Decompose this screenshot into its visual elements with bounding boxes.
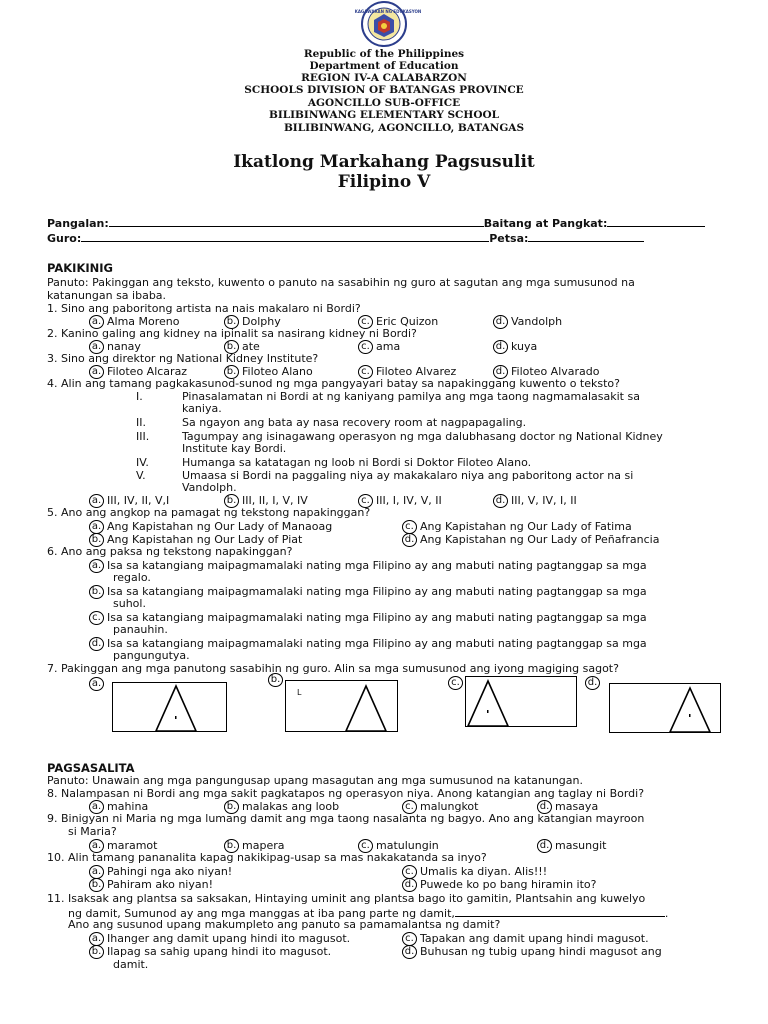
q7-option-b[interactable]: b. [268,673,286,687]
question-10: 10. Alin tamang pananalita kapag nakikipag-usap sa mas nakakatanda sa inyo? [47,851,487,864]
deped-seal-icon [356,0,412,48]
q3-option-d[interactable]: d. Filoteo Alvarado [493,365,599,379]
q4-item-num: III. [136,430,150,443]
q10-option-b[interactable]: b. Pahiram ako niyan! [89,878,213,892]
header-line-2: Department of Education [309,60,459,72]
q4-item-num: V. [136,469,146,482]
q4-option-c[interactable]: c. III, I, IV, V, II [358,494,442,508]
q4-option-a[interactable]: a. III, IV, II, V,I [89,494,169,508]
question-1: 1. Sino ang paboritong artista na nais makalaro ni Bordi? [47,302,361,315]
q8-option-d[interactable]: d. masaya [537,800,598,814]
q8-option-c[interactable]: c. malungkot [402,800,478,814]
q4-item-text: Vandolph. [182,481,237,494]
q11-option-b[interactable]: b. Ilapag sa sahig upang hindi ito magusot. [89,945,331,959]
q9-option-b[interactable]: b. mapera [224,839,284,853]
panuto-2: Panuto: Unawain ang mga pangungusap upang masagutan ang mga sumusunod na katanungan. [47,774,583,787]
q3-option-b[interactable]: b. Filoteo Alano [224,365,313,379]
q7-figure-a [112,682,227,732]
q2-option-c[interactable]: c. ama [358,340,400,354]
triangle-icon [466,677,576,726]
q9-option-a[interactable]: a. maramot [89,839,157,853]
q11-option-d-cont: damit. [113,958,149,971]
question-9-cont: si Maria? [68,825,117,838]
q7-figure-d [609,683,721,733]
q6-option-d-cont: pangungutya. [113,649,190,662]
q2-option-b[interactable]: b. ate [224,340,260,354]
q7-figure-b [285,680,398,732]
q6-option-d[interactable]: d. Isa sa katangiang maipagmamalaki nating mga Filipino ay ang mabuti nating pagtanggap sa mga [89,637,647,651]
q2-option-d[interactable]: d. kuya [493,340,537,354]
q4-item-text: Umaasa si Bordi na paggaling niya ay makakalaro niya ang paboritong actor na si [182,469,634,482]
q7-b-mark: L [297,688,302,697]
q4-item-text: Institute kay Bordi. [182,442,287,455]
header-line-6: BILIBINWANG ELEMENTARY SCHOOL [268,109,500,121]
q6-option-b-cont: suhol. [113,597,146,610]
q4-item-text: Pinasalamatan ni Bordi at ng kaniyang pamilya ang mga taong nagmamalasakit sa [182,390,640,403]
q7-option-a[interactable]: a. [89,677,107,691]
triangle-icon [286,681,397,731]
q4-option-d[interactable]: d. III, V, IV, I, II [493,494,577,508]
q11-option-d[interactable]: d. Buhusan ng tubig upang hindi magusot ang [402,945,662,959]
q6-option-b[interactable]: b. Isa sa katangiang maipagmamalaki nating mga Filipino ay ang mabuti nating pagtanggap sa mga [89,585,647,599]
header-line-4: SCHOOLS DIVISION OF BATANGAS PROVINCE [244,84,524,96]
q1-option-a[interactable]: a. Alma Moreno [89,315,180,329]
q4-item-num: II. [136,416,146,429]
header-line-7: BILIBINWANG, AGONCILLO, BATANGAS [283,122,525,134]
q10-option-a[interactable]: a. Pahingi nga ako niyan! [89,865,232,879]
q4-item-text: Sa ngayon ang bata ay nasa recovery room at nagpapagaling. [182,416,527,429]
q5-option-d[interactable]: d. Ang Kapistahan ng Our Lady of Peñafrancia [402,533,659,547]
q3-option-c[interactable]: c. Filoteo Alvarez [358,365,456,379]
question-8: 8. Nalampasan ni Bordi ang mga sakit pagkatapos ng operasyon niya. Anong katangian ang taglay ni Bordi? [47,787,645,800]
question-2: 2. Kanino galing ang kidney na ipinalit sa nasirang kidney ni Bordi? [47,327,417,340]
q4-item-text: kaniya. [182,402,222,415]
grade-label: Baitang at Pangkat: [483,217,608,230]
question-11-line-3: Ano ang susunod upang makumpleto ang panuto sa pamamalantsa ng damit? [68,918,501,931]
exam-subtitle: Filipino V [337,172,431,192]
name-field[interactable] [47,216,705,230]
question-4: 4. Alin ang tamang pagkakasunod-sunod ng mga pangyayari batay sa napakinggang kuwento o teksto? [47,377,620,390]
exam-title: Ikatlong Markahang Pagsusulit [233,152,535,172]
q5-option-c[interactable]: c. Ang Kapistahan ng Our Lady of Fatima [402,520,632,534]
q6-option-c-cont: panauhin. [113,623,168,636]
section-pagsasalita: PAGSASALITA [47,761,135,775]
q10-option-c[interactable]: c. Umalis ka diyan. Alis!!! [402,865,547,879]
q3-option-a[interactable]: a. Filoteo Alcaraz [89,365,187,379]
question-6: 6. Ano ang paksa ng tekstong napakinggan? [47,545,293,558]
date-label: Petsa: [489,232,529,245]
q7-option-d[interactable]: d. [585,676,603,690]
question-11: 11. Isaksak ang plantsa sa saksakan, Hintaying uminit ang plantsa bago ito gamitin, Plantsahin ang kuwelyo [47,892,646,905]
header-line-3: REGION IV-A CALABARZON [301,72,467,84]
q9-option-c[interactable]: c. matulungin [358,839,439,853]
teacher-field[interactable] [47,231,644,245]
q5-option-b[interactable]: b. Ang Kapistahan ng Our Lady of Piat [89,533,302,547]
q4-item-text: Humanga sa katatagan ng loob ni Bordi si Doktor Filoteo Alano. [182,456,532,469]
seal-text: KAGAWARAN NG EDUKASYON [354,9,422,14]
q7-option-c[interactable]: c. [448,676,466,690]
question-3: 3. Sino ang direktor ng National Kidney Institute? [47,352,319,365]
header-line-1: Republic of the Philippines [303,48,465,60]
q8-option-b[interactable]: b. malakas ang loob [224,800,339,814]
q6-option-a[interactable]: a. Isa sa katangiang maipagmamalaki nating mga Filipino ay ang mabuti nating pagtanggap sa mga [89,559,647,573]
q1-option-c[interactable]: c. Eric Quizon [358,315,438,329]
question-9: 9. Binigyan ni Maria ng mga lumang damit ang mga taong nasalanta ng bagyo. Ano ang katangian mayroon [47,812,645,825]
question-5: 5. Ano ang angkop na pamagat ng tekstong napakinggan? [47,506,371,519]
triangle-icon [113,683,226,731]
q4-item-num: IV. [136,456,149,469]
panuto-line-1: Panuto: Pakinggan ang teksto, kuwento o panuto na sasabihin ng guro at sagutan ang mga sumusunod na [47,276,635,289]
q7-figure-c [465,676,577,727]
q1-option-d[interactable]: d. Vandolph [493,315,562,329]
q4-item-num: I. [136,390,143,403]
q5-option-a[interactable]: a. Ang Kapistahan ng Our Lady of Manaoag [89,520,332,534]
q11-option-c[interactable]: c. Tapakan ang damit upang hindi magusot. [402,932,649,946]
teacher-label: Guro: [47,232,82,245]
q10-option-d[interactable]: d. Puwede ko po bang hiramin ito? [402,878,596,892]
section-pakikinig: PAKIKINIG [47,261,113,275]
name-label: Pangalan: [47,217,109,230]
triangle-icon [610,684,720,732]
question-11-line-2: ng damit, Sumunod ay ang mga manggas at iba pang parte ng damit, . [68,907,669,920]
q6-option-c[interactable]: c. Isa sa katangiang maipagmamalaki nating mga Filipino ay ang mabuti nating pagtanggap sa mga [89,611,647,625]
question-7: 7. Pakinggan ang mga panutong sasabihin ng guro. Alin sa mga sumusunod ang iyong magiging sagot? [47,662,619,675]
q8-option-a[interactable]: a. mahina [89,800,148,814]
q4-item-text: Tagumpay ang isinagawang operasyon ng mga dalubhasang doctor ng National Kidney [182,430,663,443]
q4-option-b[interactable]: b. III, II, I, V, IV [224,494,308,508]
q2-option-a[interactable]: a. nanay [89,340,141,354]
q1-option-b[interactable]: b. Dolphy [224,315,281,329]
q11-option-a[interactable]: a. Ihanger ang damit upang hindi ito magusot. [89,932,350,946]
panuto-line-2: katanungan sa ibaba. [47,289,167,302]
header-line-5: AGONCILLO SUB-OFFICE [307,97,461,109]
q9-option-d[interactable]: d. masungit [537,839,606,853]
q6-option-a-cont: regalo. [113,571,151,584]
